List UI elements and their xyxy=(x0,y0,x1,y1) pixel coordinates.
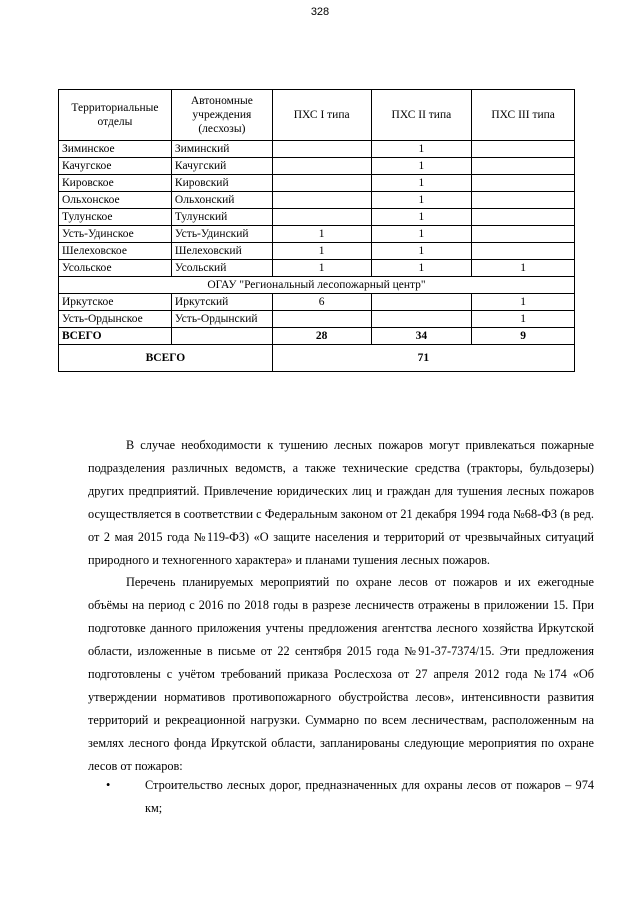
table-row xyxy=(59,311,575,328)
cell-pxs3 xyxy=(472,243,575,260)
cell-pxs3 xyxy=(472,192,575,209)
table-section-row xyxy=(59,277,575,294)
cell-institution: Зиминский xyxy=(171,141,272,158)
cell-pxs1 xyxy=(272,141,371,158)
cell-department: Иркутское xyxy=(59,294,172,311)
header-pxs-type-2: ПХС II типа xyxy=(371,90,472,141)
total-pxs3: 9 xyxy=(472,328,575,345)
header-pxs-type-1: ПХС I типа xyxy=(272,90,371,141)
table-row xyxy=(59,192,575,209)
fire-stations-table xyxy=(58,89,575,372)
cell-pxs2: 1 xyxy=(371,141,472,158)
table-row xyxy=(59,243,575,260)
paragraph: Перечень планируемых мероприятий по охране лесов от пожаров и их ежегодные объёмы на период с 2016 по 2018 годы в разрезе лесничеств отражены в приложении 15. При подготовке данного приложения учтены предложения агентства лесного хозяйства Иркутской области, изложенные в письме от 22 сентября 2015 года №91-37-7374/15. Эти предложения подготовлены с учётом требований приказа Рослесхоза от 27 апреля 2012 года №174 «Об утверждении нормативов противопожарного обустройства лесов», интенсивности развития территорий и рекреационной нагрузки. Суммарно по всем лесничествам, расположенным на землях лесного фонда Иркутской области, запланированы следующие мероприятия по охране лесов от пожаров: xyxy=(88,575,594,773)
cell-institution: Ольхонский xyxy=(171,192,272,209)
page-number: 328 xyxy=(310,6,330,18)
header-institutions: Автономные учреждения (лесхозы) xyxy=(171,90,272,141)
cell-pxs3: 1 xyxy=(472,294,575,311)
cell-pxs1 xyxy=(272,209,371,226)
cell-pxs3 xyxy=(472,209,575,226)
total-pxs1: 28 xyxy=(272,328,371,345)
cell-pxs3 xyxy=(472,226,575,243)
cell-pxs2: 1 xyxy=(371,175,472,192)
cell-institution: Усть-Ордынский xyxy=(171,311,272,328)
table-row xyxy=(59,226,575,243)
cell-pxs1 xyxy=(272,158,371,175)
cell-department: Усть-Ордынское xyxy=(59,311,172,328)
cell-institution: Иркутский xyxy=(171,294,272,311)
bullet-icon: • xyxy=(106,778,111,792)
cell-pxs2: 1 xyxy=(371,243,472,260)
cell-pxs2: 1 xyxy=(371,260,472,277)
total-label: ВСЕГО xyxy=(59,328,172,345)
cell-institution: Кировский xyxy=(171,175,272,192)
cell-pxs1 xyxy=(272,175,371,192)
cell-pxs1 xyxy=(272,311,371,328)
cell-pxs3: 1 xyxy=(472,311,575,328)
cell-institution: Тулунский xyxy=(171,209,272,226)
table-header-row xyxy=(59,90,575,141)
cell-institution: Усольский xyxy=(171,260,272,277)
cell-pxs1: 1 xyxy=(272,243,371,260)
cell-pxs2: 1 xyxy=(371,209,472,226)
table-row xyxy=(59,175,575,192)
cell-pxs3 xyxy=(472,141,575,158)
table-row xyxy=(59,260,575,277)
cell-department: Качугское xyxy=(59,158,172,175)
bullet-text: Строительство лесных дорог, предназначенных для охраны лесов от пожаров – 974 км; xyxy=(145,778,594,815)
paragraph: В случае необходимости к тушению лесных пожаров могут привлекаться пожарные подразделения различных ведомств, а также технические средства (тракторы, бульдозеры) других предприятий. Привлечение юридических лиц и граждан для тушения лесных пожаров осуществляется в соответствии с Федеральным законом от 21 декабря 1994 года №68-ФЗ (в ред. от 2 мая 2015 года №119-ФЗ) «О защите населения и территорий от чрезвычайных ситуаций природного и техногенного характера» и планами тушения лесных пожаров. xyxy=(88,438,594,567)
cell-institution: Усть-Удинский xyxy=(171,226,272,243)
cell-pxs3 xyxy=(472,175,575,192)
header-pxs-type-3: ПХС III типа xyxy=(472,90,575,141)
cell-pxs1: 1 xyxy=(272,226,371,243)
total-empty-cell xyxy=(171,328,272,345)
table-grand-total-row xyxy=(59,345,575,372)
cell-institution: Шелеховский xyxy=(171,243,272,260)
cell-department: Усольское xyxy=(59,260,172,277)
section-title: ОГАУ "Региональный лесопожарный центр" xyxy=(59,277,575,294)
table-row xyxy=(59,294,575,311)
grand-total-value: 71 xyxy=(272,345,574,372)
cell-department: Ольхонское xyxy=(59,192,172,209)
header-departments: Территориальные отделы xyxy=(59,90,172,141)
grand-total-label: ВСЕГО xyxy=(59,345,273,372)
table-row xyxy=(59,141,575,158)
cell-pxs2 xyxy=(371,294,472,311)
cell-pxs3: 1 xyxy=(472,260,575,277)
cell-pxs2: 1 xyxy=(371,158,472,175)
cell-department: Шелеховское xyxy=(59,243,172,260)
total-pxs2: 34 xyxy=(371,328,472,345)
cell-pxs1 xyxy=(272,192,371,209)
cell-department: Усть-Удинское xyxy=(59,226,172,243)
bullet-list-item xyxy=(106,774,594,820)
cell-institution: Качугский xyxy=(171,158,272,175)
cell-pxs2 xyxy=(371,311,472,328)
table-row xyxy=(59,209,575,226)
cell-department: Тулунское xyxy=(59,209,172,226)
cell-department: Зиминское xyxy=(59,141,172,158)
cell-department: Кировское xyxy=(59,175,172,192)
cell-pxs1: 6 xyxy=(272,294,371,311)
table-row xyxy=(59,158,575,175)
table-total-row xyxy=(59,328,575,345)
cell-pxs1: 1 xyxy=(272,260,371,277)
cell-pxs2: 1 xyxy=(371,192,472,209)
cell-pxs2: 1 xyxy=(371,226,472,243)
cell-pxs3 xyxy=(472,158,575,175)
